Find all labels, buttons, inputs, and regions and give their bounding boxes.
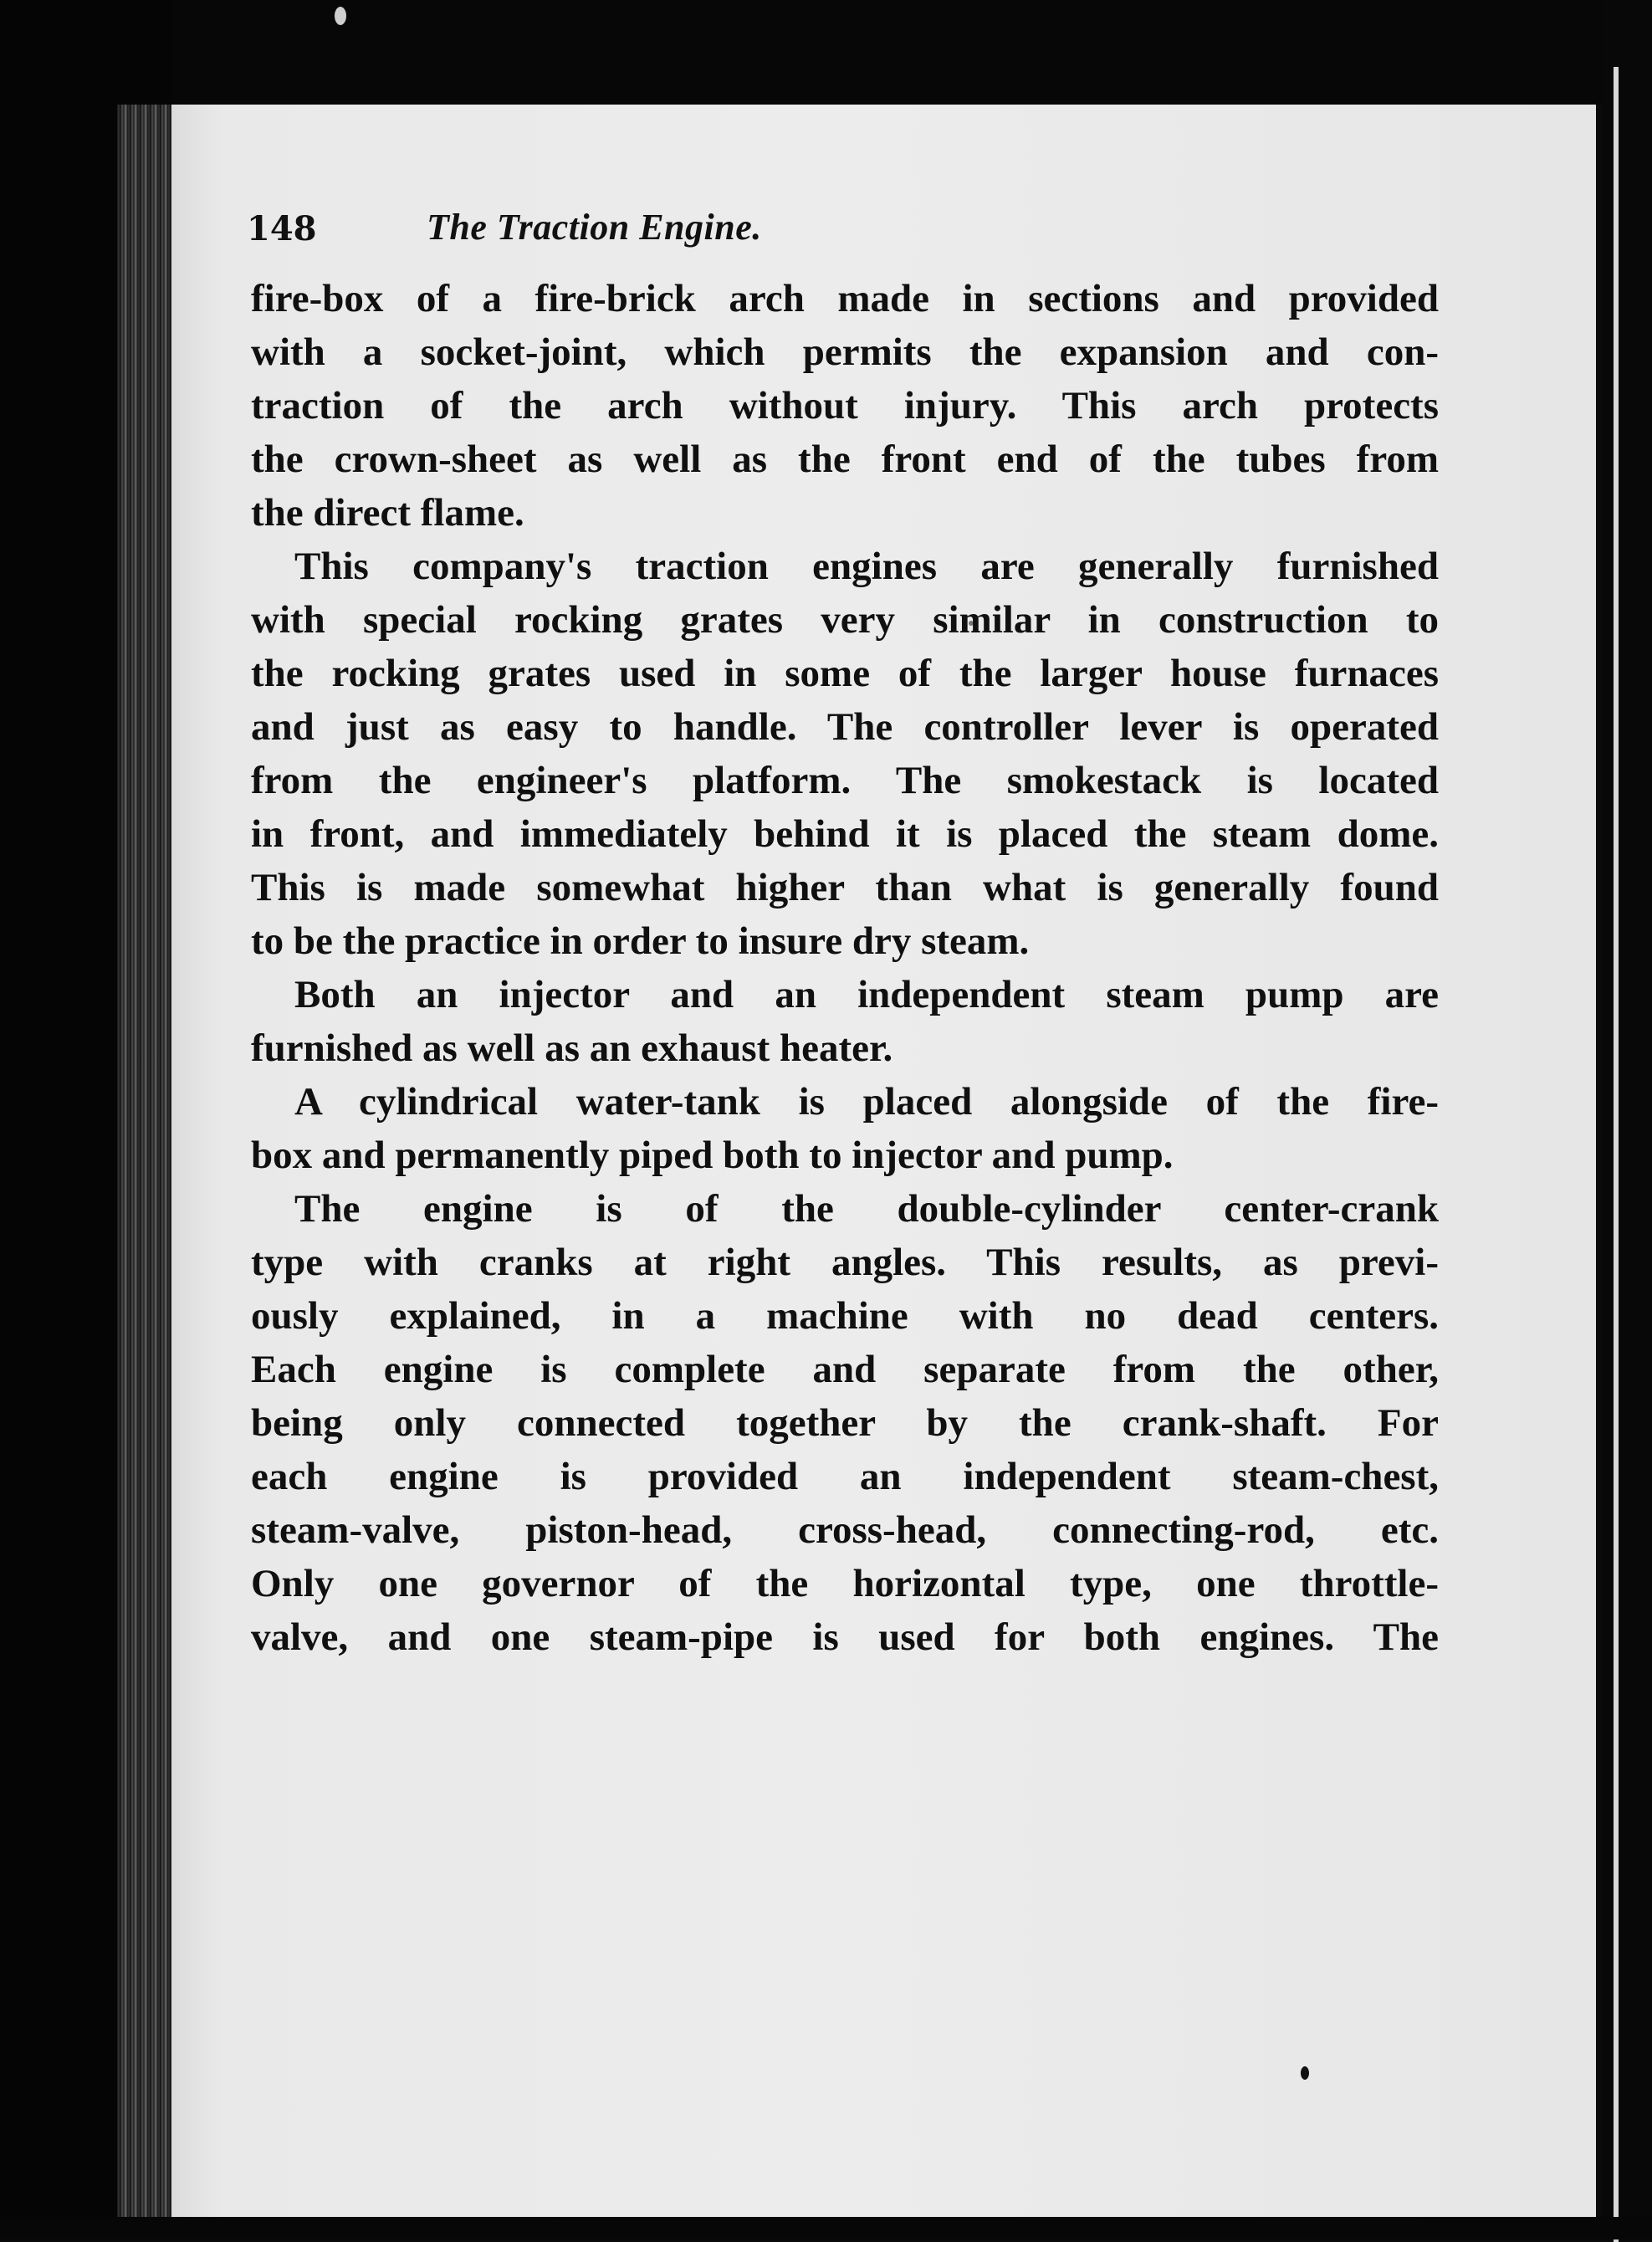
paragraph (251, 968, 1439, 1075)
scan-right-border (1602, 0, 1652, 2239)
text-line: steam-valve, piston-head, cross-head, connecting-rod, etc. (251, 1508, 1439, 1552)
scan-speck (335, 7, 346, 25)
body-text (251, 272, 1439, 1664)
text-line: with a socket-joint, which permits the expansion and con- (251, 330, 1439, 374)
scan-bottom-border (0, 2217, 1652, 2239)
text-line: type with cranks at right angles. This results, as previ- (251, 1241, 1439, 1284)
text-line: the rocking grates used in some of the larger house furnaces (251, 652, 1439, 695)
adjacent-page-edge (1614, 67, 1619, 2242)
text-line: Each engine is complete and separate from the other, (251, 1348, 1439, 1391)
text-line: fire-box of a fire-brick arch made in sections and provided (251, 277, 1439, 320)
text-line: Both an injector and an independent steam pump are (294, 973, 1439, 1016)
scan-speck (1301, 2066, 1309, 2080)
scan-left-border (0, 0, 171, 2239)
text-line: furnished as well as an exhaust heater. (251, 1026, 893, 1070)
text-line: with special rocking grates very similar in construction to (251, 598, 1439, 642)
text-line: being only connected together by the crank-shaft. For (251, 1401, 1439, 1445)
page-number: 148 (247, 209, 317, 248)
text-line: The engine is of the double-cylinder center-crank (294, 1187, 1439, 1231)
running-title: The Traction Engine. (427, 207, 762, 248)
paragraph (251, 1075, 1439, 1182)
text-line: This is made somewhat higher than what is generally found (251, 866, 1439, 909)
text-line: and just as easy to handle. The controller lever is operated (251, 705, 1439, 749)
text-line: to be the practice in order to insure dry steam. (251, 919, 1030, 963)
text-line: each engine is provided an independent steam-chest, (251, 1455, 1439, 1498)
text-line: ously explained, in a machine with no dead centers. (251, 1294, 1439, 1338)
text-line: in front, and immediately behind it is placed the steam dome. (251, 812, 1439, 856)
paragraph (251, 1182, 1439, 1664)
running-head (247, 209, 1251, 259)
text-line: Only one governor of the horizontal type, one throttle- (251, 1562, 1439, 1605)
scan-gutter-striations (117, 105, 171, 2229)
paragraph (251, 540, 1439, 968)
text-line: This company's traction engines are generally furnished (294, 545, 1439, 588)
text-line: traction of the arch without injury. This arch protects (251, 384, 1439, 427)
text-line: valve, and one steam-pipe is used for both engines. The (251, 1615, 1439, 1659)
paragraph (251, 272, 1439, 540)
text-line: box and permanently piped both to injector and pump. (251, 1134, 1174, 1177)
scan-top-border (0, 0, 1652, 105)
text-line: the direct flame. (251, 491, 524, 535)
text-line: from the engineer's platform. The smokestack is located (251, 759, 1439, 802)
text-line: the crown-sheet as well as the front end of the tubes from (251, 438, 1439, 481)
text-line: A cylindrical water-tank is placed alongside of the fire- (294, 1080, 1439, 1124)
